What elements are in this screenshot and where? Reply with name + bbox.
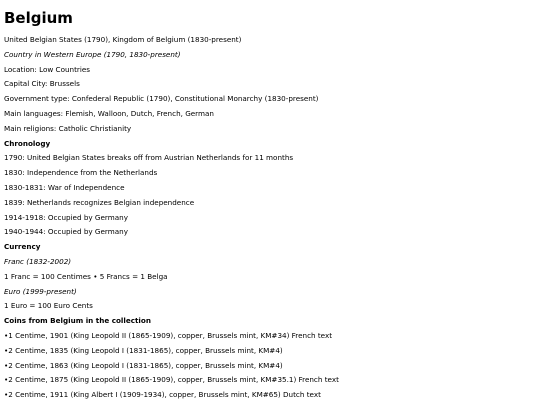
coin-item: •1 Centime, 1901 (King Leopold II (1865-1909), copper, Brussels mint, KM#34) French text: [4, 330, 333, 340]
currency-franc-detail: 1 Franc = 100 Centimes • 5 Francs = 1 Belga: [4, 271, 168, 281]
country-names: United Belgian States (1790), Kingdom of Belgium (1830-present): [4, 35, 242, 44]
chronology-item: 1830: Independence from the Netherlands: [4, 168, 158, 178]
currency-euro-detail: 1 Euro = 100 Euro Cents: [4, 301, 93, 311]
coin-item: •2 Centime, 1863 (King Leopold I (1831-1865), copper, Brussels mint, KM#4): [4, 360, 283, 370]
chronology-item: 1940-1944: Occupied by Germany: [4, 227, 128, 237]
currency-franc-name: Franc (1832-2002): [4, 256, 72, 266]
location-line: Location: Low Countries: [4, 64, 91, 74]
government-line: Government type: Confederal Republic (1790), Constitutional Monarchy (1830-present): [4, 94, 319, 104]
chronology-heading: Chronology: [4, 138, 51, 148]
chronology-item: 1830-1831: War of Independence: [4, 182, 125, 192]
coins-heading: Coins from Belgium in the collection: [4, 316, 151, 326]
coin-item: •2 Centime, 1875 (King Leopold II (1865-1909), copper, Brussels mint, KM#35.1) French text: [4, 375, 339, 385]
currency-euro-name: Euro (1999-present): [4, 286, 77, 296]
coin-item: •2 Centime, 1911 (King Albert I (1909-1934), copper, Brussels mint, KM#65) Dutch text: [4, 390, 321, 400]
page-title: Belgium: [4, 9, 73, 27]
chronology-item: 1839: Netherlands recognizes Belgian independence: [4, 197, 195, 207]
country-description: Country in Western Europe (1790, 1830-present): [4, 49, 181, 59]
coin-item: •2 Centime, 1835 (King Leopold I (1831-1865), copper, Brussels mint, KM#4): [4, 345, 283, 355]
capital-line: Capital City: Brussels: [4, 79, 80, 89]
chronology-item: 1914-1918: Occupied by Germany: [4, 212, 128, 222]
chronology-item: 1790: United Belgian States breaks off from Austrian Netherlands for 11 months: [4, 153, 294, 163]
religions-line: Main religions: Catholic Christianity: [4, 123, 132, 133]
currency-heading: Currency: [4, 242, 41, 252]
languages-line: Main languages: Flemish, Walloon, Dutch, French, German: [4, 108, 214, 118]
